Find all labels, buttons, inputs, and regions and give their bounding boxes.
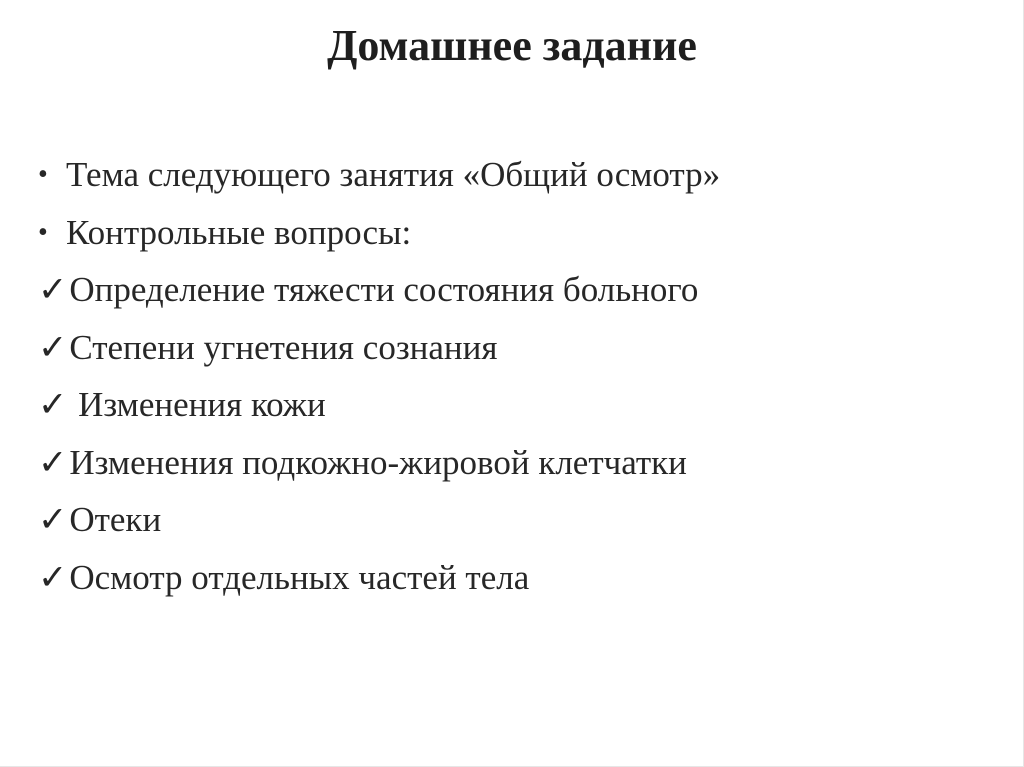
list-item-text: Изменения кожи [69, 385, 326, 424]
list-item-question [38, 491, 720, 549]
list-item-text: Тема следующего занятия «Общий осмотр» [66, 155, 721, 194]
checkmark-icon: ✓ [38, 442, 68, 482]
list-item-question [38, 261, 720, 319]
list-item-text: Определение тяжести состояния больного [69, 270, 699, 309]
list-item-text: Контрольные вопросы: [66, 212, 412, 252]
list-item-next-topic [38, 146, 720, 204]
list-item-text: Изменения подкожно-жировой клетчатки [69, 442, 687, 482]
homework-list [38, 146, 720, 606]
list-item-control-questions [38, 204, 720, 262]
checkmark-icon: ✓ [38, 500, 68, 539]
checkmark-icon: ✓ [38, 327, 68, 367]
list-item-text: Отеки [69, 500, 162, 539]
checkmark-icon: ✓ [38, 270, 68, 309]
list-item-text: Осмотр отдельных частей тела [69, 557, 530, 597]
list-item-text: Степени угнетения сознания [69, 327, 498, 367]
bullet-icon: • [38, 159, 48, 190]
checkmark-icon: ✓ [38, 557, 68, 597]
checkmark-icon: ✓ [38, 385, 68, 424]
list-item-question [38, 434, 720, 492]
bullet-icon: • [38, 216, 48, 248]
list-item-question [38, 376, 720, 434]
list-item-question [38, 319, 720, 377]
slide-title: Домашнее задание [327, 21, 697, 70]
list-item-question [38, 549, 720, 607]
